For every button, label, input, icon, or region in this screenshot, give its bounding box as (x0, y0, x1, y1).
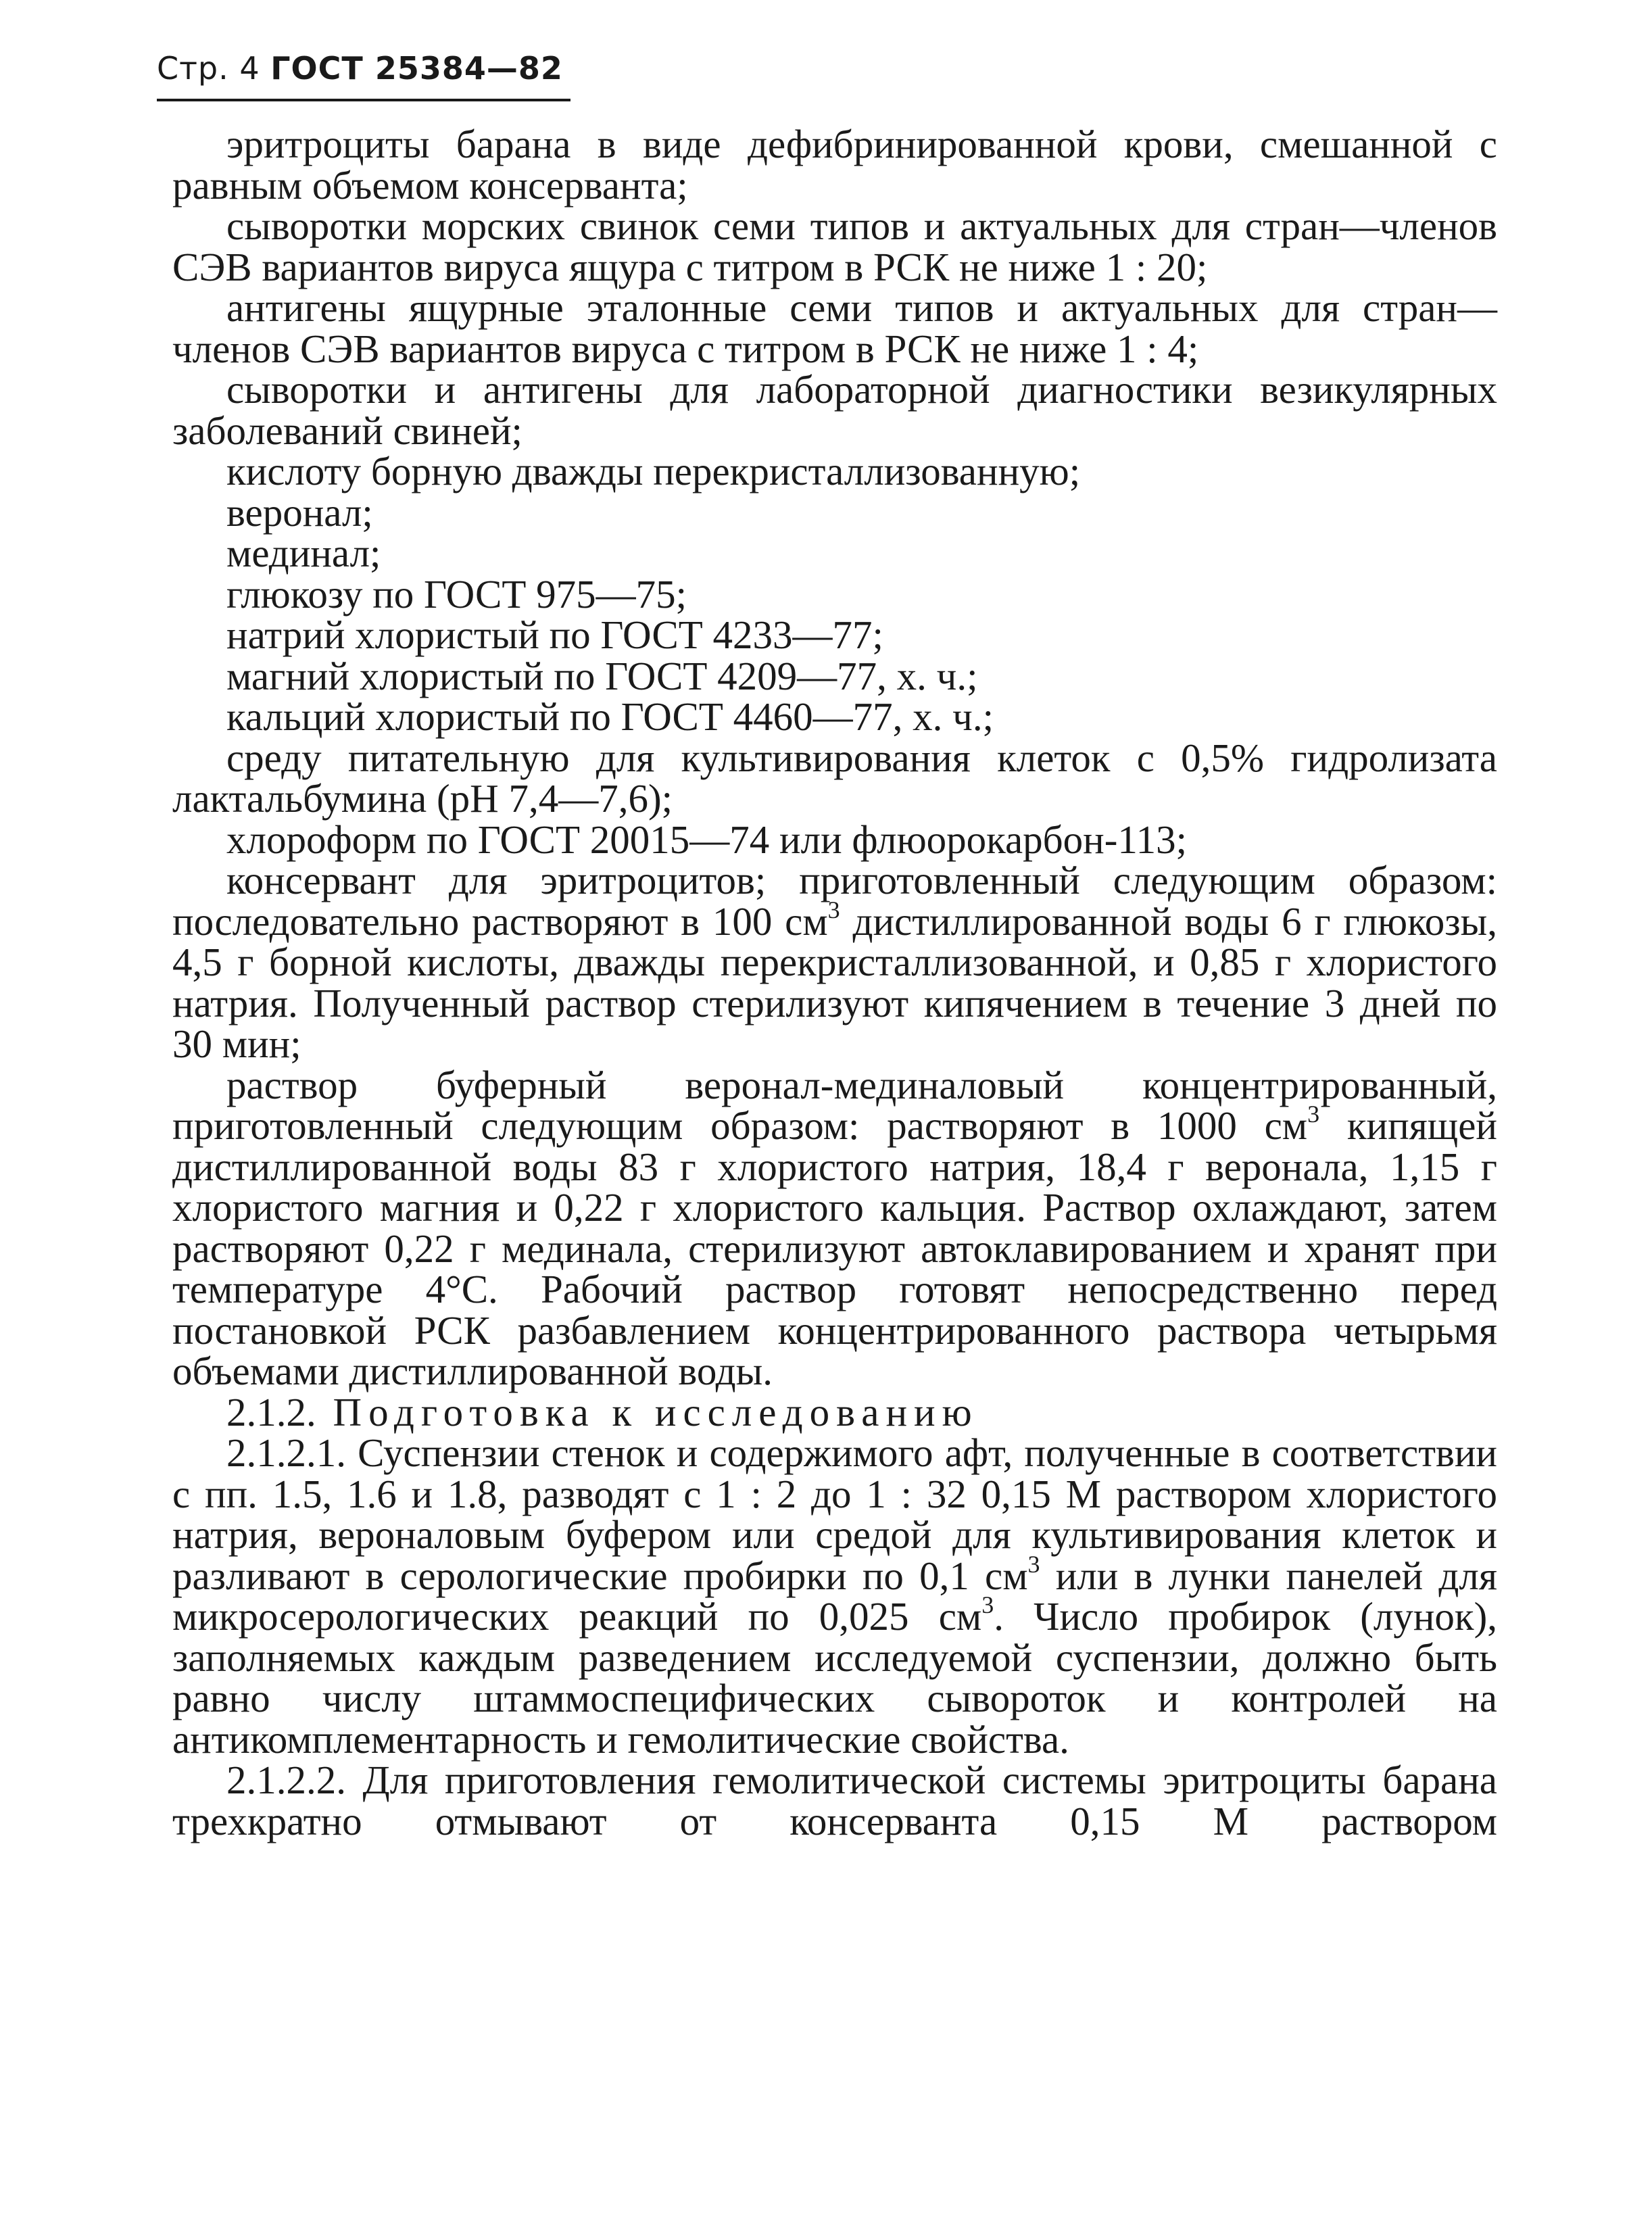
buffer-text-2: кипящей дистиллированной воды 83 г хлористого натрия, 18,4 г веронала, 1,15 г хлористого магния и 0,22 г хлористого кальция. Раствор охлаждают, затем растворяют 0,22 г мединала, стерилизуют автоклавированием и хранят при температуре 4°С. Рабочий раствор готовят непосредственно перед постановкой РСК разбавлением концентрированного раствора четырьмя объемами дистиллированной воды. (172, 1103, 1497, 1393)
paragraph-text-3: . Число пробирок (лунок), заполняемых каждым разведением исследуемой суспензии, должно быть равно числу штаммоспецифических сывороток и контролей на антикомплементарность и гемолитические свойства. (172, 1594, 1497, 1762)
conservant-text-2: дистиллированной воды 6 г глюкозы, 4,5 г борной кислоты, дважды перекристаллизованной, и 0,85 г хлористого натрия. Полученный раствор стерилизуют кипячением в течение 3 дней по 30 мин; (172, 898, 1497, 1066)
list-item: мединал; (226, 531, 381, 575)
conservant-paragraph (172, 860, 1497, 1065)
list-item: среду питательную для культивирования клеток с 0,5% гидролизата лактальбумина (рН 7,4—7,6); (172, 735, 1497, 821)
paragraph-text-1: 2.1.2.1. Суспензии стенок и содержимого афт, полученные в соответствии с пп. 1.5, 1.6 и 1.8, разводят с 1 : 2 до 1 : 32 0,15 М раствором хлористого натрия, вероналовым буфером или средой для культивирования клеток и разливают в серологические пробирки по 0,1 см (172, 1430, 1497, 1598)
list-item: натрий хлористый по ГОСТ 4233—77; (226, 612, 883, 657)
list-item: хлороформ по ГОСТ 20015—74 или флюорокарбон-113; (226, 817, 1188, 862)
list-item: кальций хлористый по ГОСТ 4460—77, х. ч.; (226, 694, 994, 739)
paragraph-text-2: или в лунки панелей для микросерологических реакций по 0,025 см (172, 1553, 1497, 1639)
superscript-3: 3 (1307, 1101, 1320, 1128)
section-heading (172, 1389, 1497, 1434)
standard-designation: ГОСТ 25384—82 (270, 50, 563, 87)
list-item: магний хлористый по ГОСТ 4209—77, х. ч.; (226, 653, 978, 698)
buffer-paragraph (172, 1062, 1497, 1393)
list-item: сыворотки морских свинок семи типов и актуальных для стран—членов СЭВ вариантов вируса ящура с титром в РСК не ниже 1 : 20; (172, 203, 1497, 289)
superscript-3: 3 (827, 896, 840, 923)
conservant-text-1: консервант для эритроцитов; приготовленный следующим образом: последовательно растворяют в 100 см (172, 858, 1497, 944)
paragraph-2-1-2-2: 2.1.2.2. Для приготовления гемолитической системы эритроциты барана трехкратно отмывают от консерванта 0,15 М раствором (172, 1758, 1497, 1843)
paragraph-2-1-2-1 (172, 1432, 1497, 1760)
page-header (157, 50, 563, 87)
list-item: глюкозу по ГОСТ 975—75; (226, 571, 687, 617)
superscript-3: 3 (981, 1591, 994, 1619)
list-item: веронал; (226, 489, 373, 535)
buffer-text-1: раствор буферный веронал-мединаловый концентрированный, приготовленный следующим образом: растворяют в 1000 см (172, 1062, 1497, 1148)
superscript-3: 3 (1027, 1550, 1040, 1578)
list-item: кислоту борную дважды перекристаллизованную; (226, 449, 1081, 493)
section-number: 2.1.2. (226, 1389, 316, 1434)
list-item: антигены ящурные эталонные семи типов и актуальных для стран—членов СЭВ вариантов вируса с титром в РСК не ниже 1 : 4; (172, 285, 1497, 371)
document-body (172, 124, 1497, 1841)
section-title: Подготовка к исследованию (333, 1389, 979, 1434)
list-item: эритроциты барана в виде дефибринированной крови, смешанной с равным объемом консерванта; (172, 122, 1497, 208)
page-number-label: Стр. 4 (157, 50, 260, 87)
header-rule (157, 99, 570, 101)
list-item: сыворотки и антигены для лабораторной диагностики везикулярных заболеваний свиней; (172, 367, 1497, 453)
